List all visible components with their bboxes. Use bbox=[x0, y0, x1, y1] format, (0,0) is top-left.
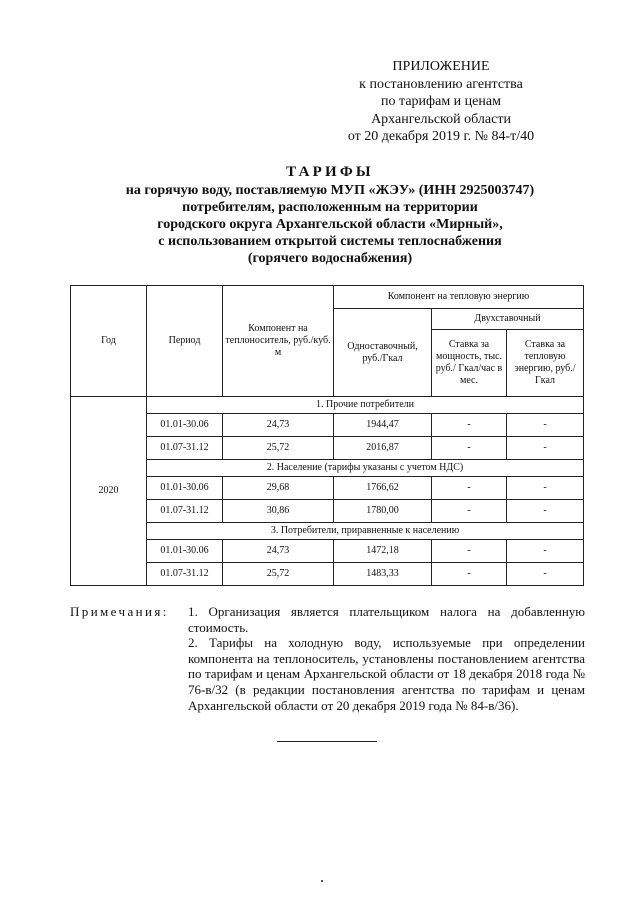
table-row bbox=[71, 477, 584, 500]
power-rate-cell: - bbox=[432, 414, 507, 437]
title-line: с использованием открытой системы теплоснабжения bbox=[158, 234, 502, 249]
appendix-line: к постановлению агентства bbox=[359, 76, 523, 92]
period-cell: 01.01-30.06 bbox=[147, 477, 223, 500]
closing-divider bbox=[277, 741, 377, 742]
power-rate-cell: - bbox=[432, 477, 507, 500]
note-item: 1. Организация является плательщиком налога на добавленную стоимость. bbox=[188, 604, 585, 635]
title-heading: ТАРИФЫ bbox=[286, 164, 374, 180]
energy-rate-cell: - bbox=[507, 540, 584, 563]
energy-rate-cell: - bbox=[507, 477, 584, 500]
period-cell: 01.07-31.12 bbox=[147, 563, 223, 586]
appendix-line: по тарифам и ценам bbox=[381, 94, 501, 109]
section-title: 3. Потребители, приравненные к населению bbox=[147, 523, 584, 540]
title-line: городского округа Архангельской области «Мирный», bbox=[157, 217, 503, 232]
header-power-rate: Ставка за мощность, тыс. руб./ Гкал/час в мес. bbox=[432, 330, 507, 397]
notes-label: Примечания: bbox=[70, 604, 169, 619]
carrier-cell: 30,86 bbox=[223, 500, 334, 523]
power-rate-cell: - bbox=[432, 500, 507, 523]
section-title: 1. Прочие потребители bbox=[147, 397, 584, 414]
one-rate-cell: 2016,87 bbox=[334, 437, 432, 460]
header-energy-rate: Ставка за тепловую энергию, руб./Гкал bbox=[507, 330, 584, 397]
energy-rate-cell: - bbox=[507, 500, 584, 523]
appendix-line: Архангельской области bbox=[371, 111, 511, 127]
power-rate-cell: - bbox=[432, 540, 507, 563]
carrier-cell: 25,72 bbox=[223, 437, 334, 460]
title-line: (горячего водоснабжения) bbox=[247, 251, 413, 266]
one-rate-cell: 1483,33 bbox=[334, 563, 432, 586]
appendix-block bbox=[300, 58, 582, 146]
carrier-cell: 24,73 bbox=[223, 540, 334, 563]
header-year: Год bbox=[71, 286, 147, 397]
power-rate-cell: - bbox=[432, 563, 507, 586]
header-two-rate: Двухставочный bbox=[432, 309, 584, 330]
one-rate-cell: 1780,00 bbox=[334, 500, 432, 523]
one-rate-cell: 1944,47 bbox=[334, 414, 432, 437]
year-cell: 2020 bbox=[71, 397, 147, 586]
tariff-table bbox=[70, 285, 584, 586]
header-energy: Компонент на тепловую энергию bbox=[334, 286, 584, 309]
title-line: потребителям, расположенным на территории bbox=[182, 200, 478, 215]
header-one-rate: Одноставочный, руб./Гкал bbox=[334, 309, 432, 397]
table-row bbox=[71, 414, 584, 437]
note-item: 2. Тарифы на холодную воду, используемые при определении компонента на теплоноситель, установлены постановлением агентства по тарифам и ценам Архангельской области от 18 декабря 2018 года № 76-в/32 (в редакции постановления агентства по тарифам и ценам Архангельской области от 20 декабря 2019 года № 84-в/36). bbox=[188, 635, 585, 713]
notes-body bbox=[188, 604, 585, 713]
energy-rate-cell: - bbox=[507, 563, 584, 586]
table-row bbox=[71, 500, 584, 523]
period-cell: 01.07-31.12 bbox=[147, 437, 223, 460]
carrier-cell: 25,72 bbox=[223, 563, 334, 586]
energy-rate-cell: - bbox=[507, 437, 584, 460]
period-cell: 01.07-31.12 bbox=[147, 500, 223, 523]
period-cell: 01.01-30.06 bbox=[147, 414, 223, 437]
table-row bbox=[71, 540, 584, 563]
carrier-cell: 29,68 bbox=[223, 477, 334, 500]
header-period: Период bbox=[147, 286, 223, 397]
scan-mark bbox=[321, 880, 323, 882]
header-carrier: Компонент на теплоноситель, руб./куб. м bbox=[223, 286, 334, 397]
table-row bbox=[71, 563, 584, 586]
power-rate-cell: - bbox=[432, 437, 507, 460]
section-title: 2. Население (тарифы указаны с учетом НДС) bbox=[147, 460, 584, 477]
appendix-line: ПРИЛОЖЕНИЕ bbox=[392, 59, 490, 74]
carrier-cell: 24,73 bbox=[223, 414, 334, 437]
one-rate-cell: 1472,18 bbox=[334, 540, 432, 563]
title-line: на горячую воду, поставляемую МУП «ЖЭУ» (ИНН 2925003747) bbox=[125, 183, 535, 198]
appendix-line: от 20 декабря 2019 г. № 84-т/40 bbox=[347, 129, 535, 144]
period-cell: 01.01-30.06 bbox=[147, 540, 223, 563]
document-title bbox=[70, 164, 590, 267]
table-row bbox=[71, 437, 584, 460]
one-rate-cell: 1766,62 bbox=[334, 477, 432, 500]
energy-rate-cell: - bbox=[507, 414, 584, 437]
